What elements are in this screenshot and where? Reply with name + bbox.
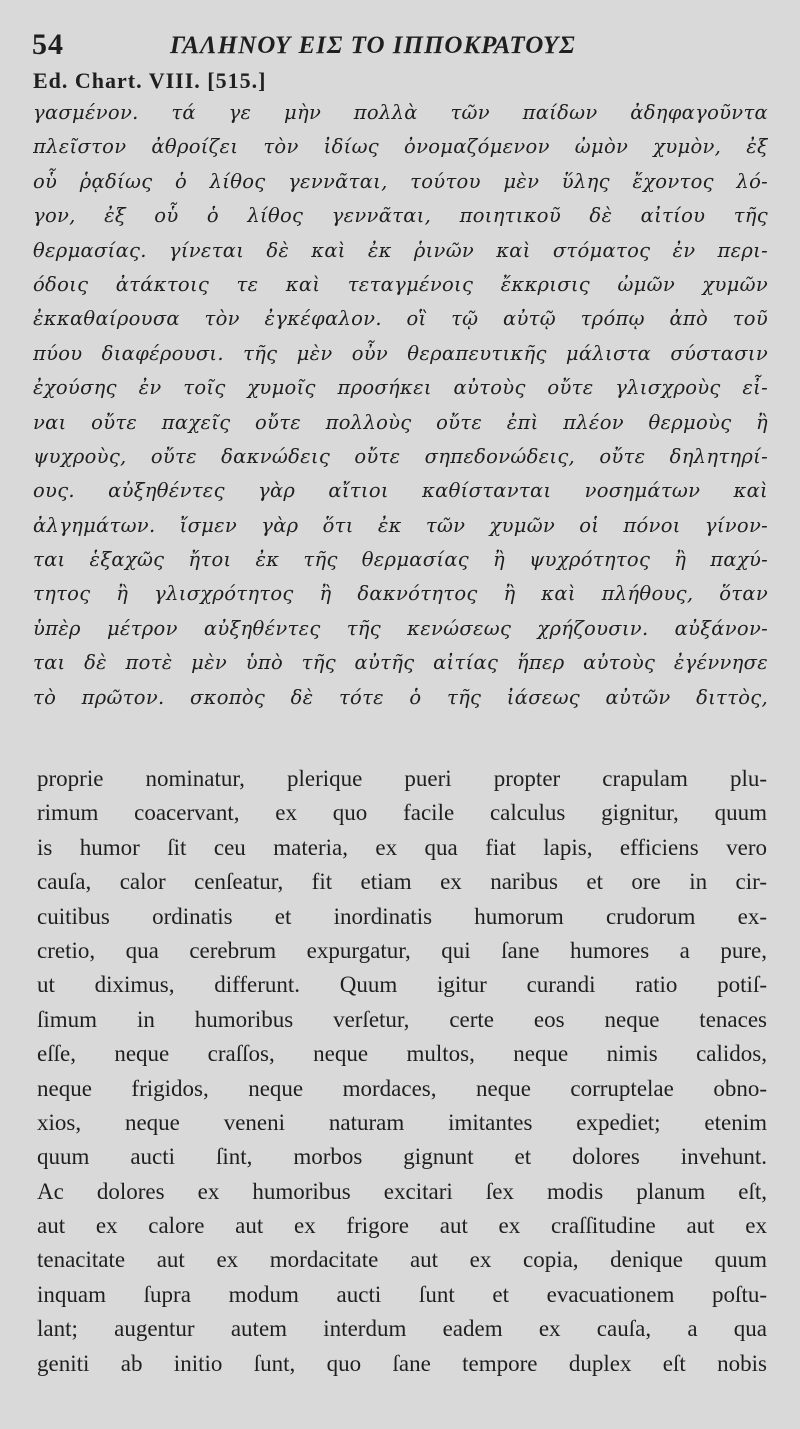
greek-text-line: ἀλγημάτων. ἴσμεν γὰρ ὅτι ἐκ τῶν χυμῶν οἱ πόνοι γίνον- [33,513,768,537]
latin-text-line: ut diximus, differunt. Quum igitur curandi ratio potiſ- [37,972,767,998]
greek-text-line: όδοις ἀτάκτοις τε καὶ τεταγμένοις ἔκκρισις ὠμῶν χυμῶν [33,272,768,296]
greek-text-line: γον, ἐξ οὗ ὁ λίθος γεννᾶται, ποιητικοῦ δὲ αἰτίου τῆς [33,204,768,228]
latin-text-line: eſſe, neque craſſos, neque multos, neque nimis calidos, [37,1041,767,1067]
edition-reference: Ed. Chart. VIII. [515.] [33,68,267,93]
latin-text-block [37,762,767,1381]
latin-text-line: ſimum in humoribus verſetur, certe eos neque tenaces [37,1006,767,1032]
latin-text-line: is humor ſit ceu materia, ex qua fiat lapis, efficiens vero [37,834,767,860]
greek-text-line: ψυχροὺς, οὔτε δακνώδεις οὔτε σηπεδονώδεις, οὔτε δηλητηρί- [33,444,768,468]
page-number: 54 [32,28,64,61]
latin-text-line: aut ex calore aut ex frigore aut ex craſſitudine aut ex [37,1213,767,1239]
latin-text-line: cretio, qua cerebrum expurgatur, qui ſane humores a pure, [37,937,767,963]
latin-text-line: xios, neque veneni naturam imitantes expediet; etenim [37,1109,767,1135]
latin-text-line: cauſa, calor cenſeatur, fit etiam ex naribus et ore in cir- [37,869,767,895]
latin-text-line: Ac dolores ex humoribus excitari ſex modis planum eſt, [37,1178,767,1204]
greek-text-line: θερμασίας. γίνεται δὲ καὶ ἐκ ῥινῶν καὶ στόματος ἐν περι- [33,238,768,262]
greek-text-line: οὗ ῥᾳδίως ὁ λίθος γεννᾶται, τούτου μὲν ὕλης ἔχοντος λό- [33,169,768,193]
greek-text-line: τὸ πρῶτον. σκοπὸς δὲ τότε ὁ τῆς ἰάσεως αὐτῶν διττὸς, [33,685,768,709]
latin-text-line: neque frigidos, neque mordaces, neque corruptelae obno- [37,1075,767,1101]
latin-text-line: proprie nominatur, plerique pueri propter crapulam plu- [37,766,767,791]
latin-text-line: rimum coacervant, ex quo facile calculus gignitur, quum [37,800,767,826]
latin-text-line: lant; augentur autem interdum eadem ex cauſa, a qua [37,1316,767,1342]
latin-text-line: geniti ab initio ſunt, quo ſane tempore duplex eſt nobis [37,1350,767,1376]
greek-text-line: τητος ἢ γλισχρότητος ἢ δακνότητος ἢ καὶ πλήθους, ὅταν [33,582,768,606]
greek-text-line: πλεῖστον ἀθροίζει τὸν ἰδίως ὀνομαζόμενον ὠμὸν χυμὸν, ἐξ [33,135,768,159]
greek-text-line: ἐχούσης ἐν τοῖς χυμοῖς προσήκει αὐτοὺς οὔτε γλισχροὺς εἶ- [33,376,768,400]
greek-text-block [33,96,768,715]
page-header [30,26,770,66]
greek-text-line: ἐκκαθαίρουσα τὸν ἐγκέφαλον. οἳ τῷ αὐτῷ τρόπῳ ἀπὸ τοῦ [33,307,768,331]
latin-text-line: cuitibus ordinatis et inordinatis humorum crudorum ex- [37,903,767,929]
greek-text-line: ους. αὐξηθέντες γὰρ αἴτιοι καθίστανται νοσημάτων καὶ [33,479,768,503]
latin-text-line: tenacitate aut ex mordacitate aut ex copia, denique quum [37,1247,767,1273]
greek-text-line: ὑπὲρ μέτρον αὐξηθέντες τῆς κενώσεως χρήζουσιν. αὐξάνον- [33,616,768,640]
running-title: ΓΑΛΗΝΟΥ ΕΙΣ ΤΟ ΙΠΠΟΚΡΑΤΟΥΣ [170,32,576,59]
latin-text-line: inquam ſupra modum aucti ſunt et evacuationem poſtu- [37,1281,767,1307]
greek-text-line: ναι οὔτε παχεῖς οὔτε πολλοὺς οὔτε ἐπὶ πλέον θερμοὺς ἢ [33,410,768,434]
greek-text-line: πύου διαφέρουσι. τῆς μὲν οὖν θεραπευτικῆς μάλιστα σύστασιν [33,341,768,365]
greek-text-line: ται δὲ ποτὲ μὲν ὑπὸ τῆς αὐτῆς αἰτίας ἥπερ αὐτοὺς ἐγέννησε [33,651,768,675]
greek-text-line: γασμένον. τά γε μὴν πολλὰ τῶν παίδων ἀδηφαγοῦντα [33,101,768,124]
greek-text-line: ται ἑξαχῶς ἤτοι ἐκ τῆς θερμασίας ἢ ψυχρότητος ἢ παχύ- [33,548,768,572]
latin-text-line: quum aucti ſint, morbos gignunt et dolores invehunt. [37,1144,767,1170]
